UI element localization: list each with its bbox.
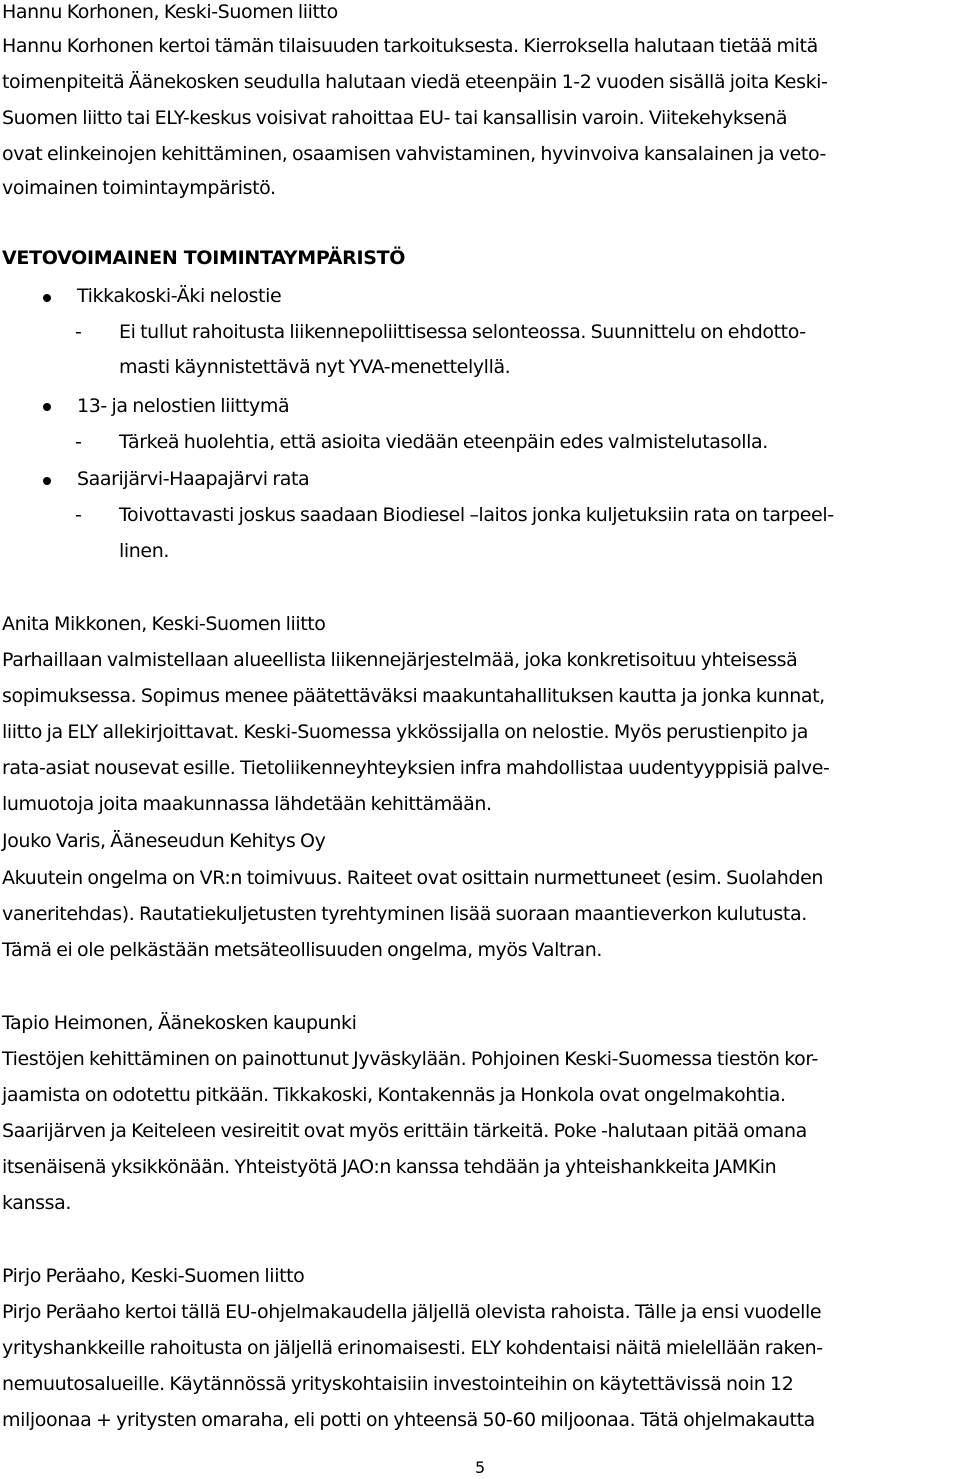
page-number: 5 — [475, 1458, 486, 1477]
paragraph-line: kanssa. — [2, 1192, 72, 1214]
paragraph-line: itsenäisenä yksikkönään. Yhteistyötä JAO:n kanssa tehdään ja yhteishankkeita JAMKin — [2, 1156, 777, 1178]
paragraph-line: Saarijärven ja Keiteleen vesireitit ovat myös erittäin tärkeitä. Poke -halutaan pitää omana — [2, 1120, 807, 1142]
paragraph-line: voimainen toimintaympäristö. — [2, 177, 276, 199]
bullet-item-title: 13- ja nelostien liittymä — [77, 395, 290, 417]
bullet-subitem-line: Toivottavasti joskus saadaan Biodiesel –laitos jonka kuljetuksiin rata on tarpeel- — [119, 504, 834, 526]
dash-marker: - — [75, 504, 82, 526]
bullet-icon — [43, 477, 51, 485]
paragraph-line: sopimuksessa. Sopimus menee päätettäväksi maakuntahallituksen kautta ja jonka kunnat, — [2, 685, 825, 707]
speaker-name: Anita Mikkonen, Keski-Suomen liitto — [2, 613, 326, 635]
paragraph-line: Suomen liitto tai ELY-keskus voisivat rahoittaa EU- tai kansallisin varoin. Viitekehyksenä — [2, 107, 788, 129]
speaker-name: Jouko Varis, Ääneseudun Kehitys Oy — [2, 830, 326, 852]
paragraph-line: Pirjo Peräaho kertoi tällä EU-ohjelmakaudella jäljellä olevista rahoista. Tälle ja ensi vuodelle — [2, 1301, 822, 1323]
bullet-subitem-line: masti käynnistettävä nyt YVA-menettelyllä. — [119, 356, 511, 378]
paragraph-line: toimenpiteitä Äänekosken seudulla halutaan viedä eteenpäin 1-2 vuoden sisällä joita Keski- — [2, 71, 828, 93]
section-heading: VETOVOIMAINEN TOIMINTAYMPÄRISTÖ — [2, 247, 406, 269]
bullet-subitem-line: linen. — [119, 540, 169, 562]
speaker-name: Hannu Korhonen, Keski-Suomen liitto — [2, 1, 338, 23]
paragraph-line: Hannu Korhonen kertoi tämän tilaisuuden tarkoituksesta. Kierroksella halutaan tietää mitä — [2, 35, 818, 57]
paragraph-line: yrityshankkeille rahoitusta on jäljellä erinomaisesti. ELY kohdentaisi näitä mielellään raken- — [2, 1337, 823, 1359]
paragraph-line: jaamista on odotettu pitkään. Tikkakoski, Kontakennäs ja Honkola ovat ongelmakohtia. — [2, 1084, 786, 1106]
bullet-subitem-line: Tärkeä huolehtia, että asioita viedään eteenpäin edes valmistelutasolla. — [119, 431, 768, 453]
bullet-icon — [43, 294, 51, 302]
paragraph-line: Parhaillaan valmistellaan alueellista liikennejärjestelmää, joka konkretisoituu yhteisessä — [2, 649, 798, 671]
dash-marker: - — [75, 431, 82, 453]
bullet-item-title: Saarijärvi-Haapajärvi rata — [77, 468, 310, 490]
paragraph-line: liitto ja ELY allekirjoittavat. Keski-Suomessa ykkössijalla on nelostie. Myös perustienpito ja — [2, 721, 808, 743]
speaker-name: Tapio Heimonen, Äänekosken kaupunki — [2, 1012, 357, 1034]
bullet-icon — [43, 403, 51, 411]
paragraph-line: vaneritehdas). Rautatiekuljetusten tyrehtyminen lisää suoraan maantieverkon kulutusta. — [2, 903, 807, 925]
paragraph-line: lumuotoja joita maakunnassa lähdetään kehittämään. — [2, 793, 492, 815]
paragraph-line: Tiestöjen kehittäminen on painottunut Jyväskylään. Pohjoinen Keski-Suomessa tiestön kor- — [2, 1048, 819, 1070]
speaker-name: Pirjo Peräaho, Keski-Suomen liitto — [2, 1265, 305, 1287]
paragraph-line: ovat elinkeinojen kehittäminen, osaamisen vahvistaminen, hyvinvoiva kansalainen ja veto- — [2, 143, 826, 165]
dash-marker: - — [75, 321, 82, 343]
paragraph-line: miljoonaa + yritysten omaraha, eli potti on yhteensä 50-60 miljoonaa. Tätä ohjelmakautta — [2, 1409, 815, 1431]
paragraph-line: Tämä ei ole pelkästään metsäteollisuuden ongelma, myös Valtran. — [2, 939, 602, 961]
bullet-subitem-line: Ei tullut rahoitusta liikennepoliittisessa selonteossa. Suunnittelu on ehdotto- — [119, 321, 806, 343]
paragraph-line: nemuutosalueille. Käytännössä yrityskohtaisiin investointeihin on käytettävissä noin 12 — [2, 1373, 794, 1395]
paragraph-line: rata-asiat nousevat esille. Tietoliikenneyhteyksien infra mahdollistaa uudentyyppisiä palve- — [2, 757, 830, 779]
paragraph-line: Akuutein ongelma on VR:n toimivuus. Raiteet ovat osittain nurmettuneet (esim. Suolahden — [2, 867, 824, 889]
bullet-item-title: Tikkakoski-Äki nelostie — [77, 285, 282, 307]
